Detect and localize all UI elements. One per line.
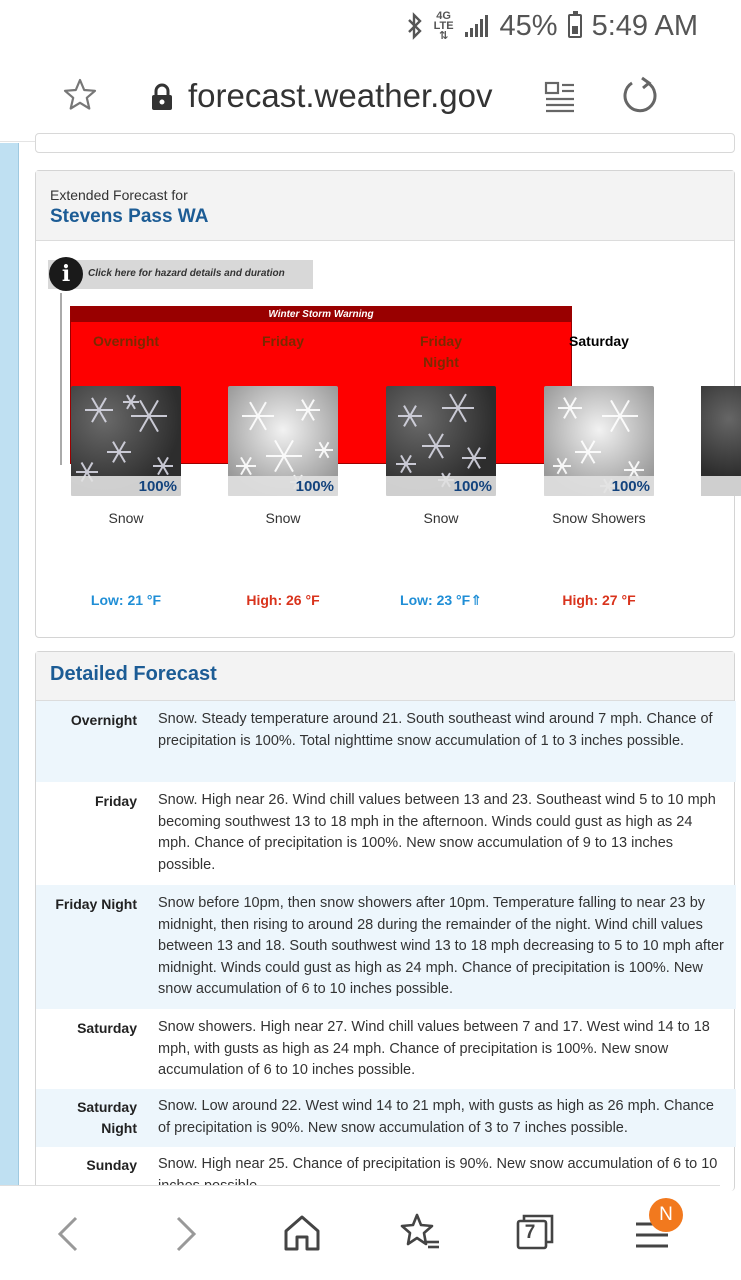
signal-icon bbox=[464, 14, 490, 38]
snow-icon[interactable] bbox=[71, 386, 181, 496]
period-detail-text: Snow showers. High near 27. Wind chill values between 7 and 17. West wind 14 to 18 mph, with gusts as high as 24 mph. Chance of precipitation is 100%. New snow accumulation of 6 to 10 inches possible. bbox=[158, 1019, 710, 1078]
forward-icon[interactable] bbox=[170, 1214, 200, 1259]
period-name bbox=[228, 331, 338, 352]
reader-mode-icon[interactable] bbox=[544, 80, 576, 119]
period-label-line: Friday bbox=[94, 793, 137, 809]
period-label-line: Saturday bbox=[77, 1099, 137, 1115]
warning-title: Winter Storm Warning bbox=[71, 307, 571, 322]
hazard-details-button[interactable] bbox=[48, 260, 313, 289]
short-forecast: Snow bbox=[423, 510, 459, 526]
url-text[interactable]: forecast.weather.gov bbox=[188, 77, 493, 114]
period-label bbox=[36, 894, 137, 915]
notification-badge[interactable]: N bbox=[649, 1198, 683, 1232]
period-detail-text: Snow before 10pm, then snow showers after 10pm. Temperature falling to near 23 by midnight, then rising to around 28 during the remainder of the night. Wind chill values between 13 and 18. South southwest wind 13 to 18 mph decreasing to 5 to 10 mph after midnight. Winds could gust as high as 24 mph. Chance of precipitation is 100%. New snow accumulation of 6 to 10 inches possible. bbox=[158, 895, 724, 997]
back-icon[interactable] bbox=[54, 1214, 84, 1259]
period-label bbox=[36, 1155, 137, 1176]
battery-icon bbox=[568, 14, 582, 38]
period-detail-text: Snow. High near 26. Wind chill values between 13 and 23. Southeast wind 5 to 10 mph becoming southwest 13 to 18 mph in the afternoon. Winds could gust as high as 24 mph. Chance of precipitation is 100%. New snow accumulation of 9 to 13 inches possible. bbox=[158, 792, 716, 873]
bottom-navigation bbox=[0, 1185, 720, 1280]
network-type-bottom: LTE bbox=[433, 20, 454, 32]
tab-count: 7 bbox=[524, 1222, 536, 1243]
side-strip bbox=[0, 143, 19, 1185]
star-icon[interactable] bbox=[62, 77, 98, 118]
period-name-line: Night bbox=[423, 354, 459, 370]
period-detail-text: Snow. Low around 22. West wind 14 to 21 mph, with gusts as high as 26 mph. Chance of precipitation is 90%. New snow accumulation of 3 to 7 inches possible. bbox=[158, 1098, 714, 1136]
extended-forecast-label: Extended Forecast for bbox=[50, 187, 188, 203]
period-label bbox=[36, 710, 137, 731]
period-label bbox=[36, 1018, 137, 1039]
period-label-line: Night bbox=[101, 1120, 137, 1136]
extended-forecast-panel bbox=[35, 170, 735, 638]
home-icon[interactable] bbox=[283, 1214, 321, 1257]
period-name-line: Saturday bbox=[569, 333, 629, 349]
temperature-low: Low: 23 °F⇑ bbox=[400, 592, 482, 608]
precip-chance: 100% bbox=[453, 478, 492, 495]
period-label-line: Saturday bbox=[77, 1020, 137, 1036]
hazard-guide-line bbox=[60, 293, 62, 465]
period-name-line: Overnight bbox=[92, 333, 160, 349]
network-type-top: 4G bbox=[436, 10, 451, 22]
detailed-forecast-row bbox=[36, 1009, 736, 1089]
detailed-forecast-panel bbox=[35, 651, 735, 1191]
precip-chance: 100% bbox=[138, 478, 177, 495]
hazard-details-text: Click here for hazard details and duration bbox=[88, 268, 285, 279]
info-icon[interactable]: i bbox=[49, 257, 83, 291]
extended-forecast-header bbox=[36, 171, 734, 241]
lock-icon bbox=[150, 83, 174, 116]
detailed-forecast-header bbox=[36, 652, 734, 701]
detailed-forecast-row bbox=[36, 701, 736, 782]
status-bar bbox=[0, 0, 720, 52]
temperature-low: Low: 21 °F bbox=[90, 592, 162, 608]
snow-icon[interactable] bbox=[228, 386, 338, 496]
detailed-forecast-row bbox=[36, 1089, 736, 1147]
tabs-icon[interactable] bbox=[516, 1214, 554, 1250]
data-arrows-icon: ⇅ bbox=[438, 30, 449, 42]
period-name bbox=[544, 331, 654, 352]
period-name-line: Friday bbox=[419, 333, 462, 349]
period-detail-text: Snow. High near 25. Chance of precipitation is 90%. New snow accumulation of 6 to 10 bbox=[158, 1156, 718, 1172]
web-page bbox=[0, 143, 724, 1185]
battery-percent: 45% bbox=[499, 9, 558, 42]
url-bar bbox=[0, 52, 720, 142]
period-name bbox=[386, 331, 496, 373]
detailed-forecast-title: Detailed Forecast bbox=[50, 663, 217, 685]
short-forecast: Snow Showers bbox=[552, 510, 646, 526]
detailed-forecast-row bbox=[36, 782, 736, 885]
previous-panel-edge bbox=[35, 133, 735, 153]
precip-chance: 100% bbox=[295, 478, 334, 495]
clock: 5:49 AM bbox=[591, 9, 698, 42]
location-name: Stevens Pass WA bbox=[50, 206, 209, 227]
snow-icon[interactable] bbox=[386, 386, 496, 496]
period-label-line: Friday Night bbox=[55, 896, 137, 912]
period-label-line: Overnight bbox=[70, 712, 137, 728]
short-forecast: Snow bbox=[108, 510, 144, 526]
temperature-high: High: 26 °F bbox=[246, 592, 320, 608]
period-detail-text: Snow. Steady temperature around 21. South southeast wind around 7 mph. Chance of precipitation is 100%. Total nighttime snow accumulation of 1 to 3 inches possible. bbox=[158, 711, 713, 749]
period-label bbox=[36, 1097, 137, 1139]
bookmarks-icon[interactable] bbox=[399, 1212, 441, 1257]
snow-icon-partial[interactable] bbox=[701, 386, 741, 496]
temperature-high: High: 27 °F bbox=[562, 592, 636, 608]
precip-chance: 100% bbox=[611, 478, 650, 495]
period-name bbox=[71, 331, 181, 352]
network-type-indicator bbox=[434, 11, 454, 41]
period-name-line: Friday bbox=[261, 333, 304, 349]
bluetooth-icon bbox=[406, 12, 424, 40]
snow-showers-icon[interactable] bbox=[544, 386, 654, 496]
short-forecast: Snow bbox=[265, 510, 301, 526]
reload-icon[interactable] bbox=[620, 76, 660, 121]
period-label bbox=[36, 791, 137, 812]
precip-chance-bar bbox=[701, 476, 741, 496]
detailed-forecast-row bbox=[36, 885, 736, 1009]
period-label-line: Sunday bbox=[86, 1157, 137, 1173]
